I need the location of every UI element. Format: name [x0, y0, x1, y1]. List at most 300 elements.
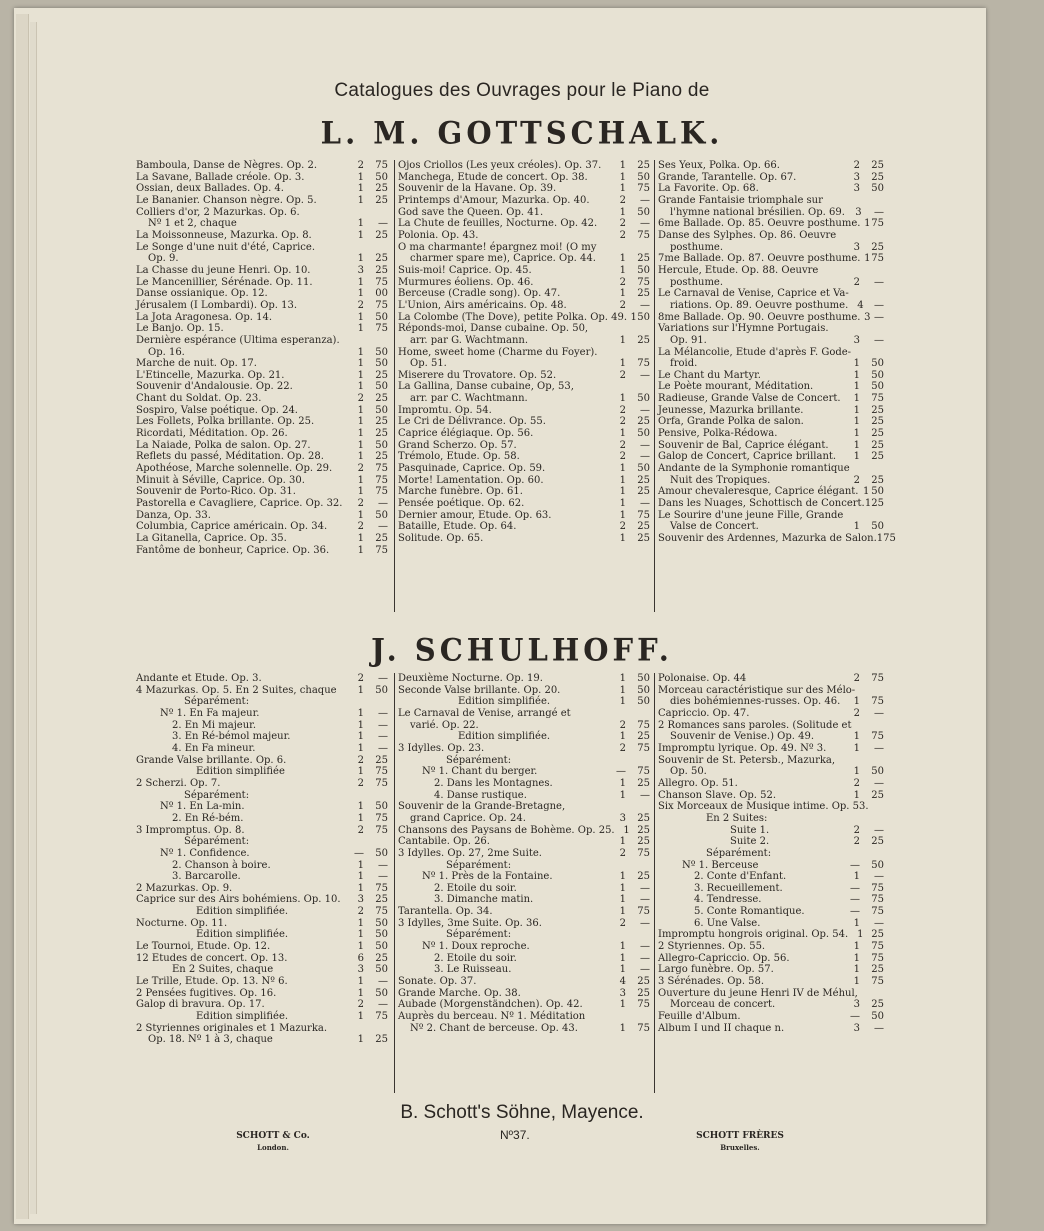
entry-price-francs [858, 988, 869, 1000]
entry-price-francs: 1 [864, 253, 871, 265]
catalogue-entry [658, 486, 884, 498]
entry-price-cents [626, 860, 650, 872]
entry-price-cents: 75 [637, 742, 650, 754]
entry-title: Andante et Etude. Op. 3. [136, 673, 262, 684]
schulhoff-column-1 [136, 673, 388, 1046]
entry-price-francs: 2 [619, 451, 626, 463]
entry-title: Réponds-moi, Danse cubaine. Op. 50, [398, 323, 589, 335]
entry-title: arr. par C. Wachtmann. [410, 393, 528, 405]
entry-title: Souvenir de Porto-Rico. Op. 31. [136, 486, 296, 498]
entry-price-cents: 50 [375, 171, 388, 183]
entry-title: Op. 91. [670, 334, 707, 346]
entry-price-cents: — [378, 498, 388, 510]
catalogue-entry [398, 801, 650, 813]
entry-title: Le Poète mourant, Méditation. [658, 381, 814, 393]
entry-title: Le Mancenillier, Sérénade. Op. 11. [136, 276, 313, 288]
catalogue-entry [136, 358, 388, 370]
catalogue-entry [398, 999, 650, 1011]
entry-price-cents [626, 347, 650, 359]
entry-price-francs: 1 [853, 976, 860, 988]
entry-price-cents: 50 [871, 381, 884, 393]
catalogue-entry [658, 766, 884, 778]
catalogue-entry [398, 755, 650, 767]
entry-price-francs: 1 [619, 334, 626, 346]
entry-title: La Gitanella, Caprice. Op. 35. [136, 533, 287, 544]
entry-price-cents: 25 [871, 836, 884, 848]
entry-title: Home, sweet home (Charme du Foyer). [398, 346, 598, 358]
publisher-name: B. Schott's Söhne, Mayence. [400, 1102, 644, 1123]
entry-price-francs: 2 [357, 299, 364, 311]
entry-price-cents [364, 790, 388, 802]
entry-price-cents: 50 [375, 358, 388, 370]
entry-price-francs: 3 [853, 1022, 860, 1034]
entry-price-francs: 1 [619, 789, 626, 801]
entry-price-francs [849, 288, 864, 300]
entry-price-cents [860, 323, 884, 335]
entry-price-francs: 2 [357, 498, 364, 510]
composer-name-gottschalk: L. M. GOTTSCHALK. [320, 115, 724, 151]
entry-price-cents: 75 [375, 474, 388, 486]
catalogue-entry [658, 929, 884, 941]
catalogue-entry [658, 510, 884, 522]
entry-price-francs: 1 [357, 684, 364, 696]
catalogue-entry [136, 941, 388, 953]
entry-title: 3 Idylles, 3me Suite. Op. 36. [398, 917, 542, 929]
entry-title: Impromtu. Op. 54. [398, 404, 492, 416]
catalogue-entry [398, 918, 650, 930]
catalogue-entry [398, 685, 650, 697]
entry-price-cents: 25 [637, 871, 650, 883]
entry-title: Souvenir de St. Petersb., Mazurka, [658, 754, 836, 766]
entry-price-francs: 2 [619, 742, 626, 754]
entry-price-cents: 50 [375, 941, 388, 953]
entry-title: Ses Yeux, Polka. Op. 66. [658, 160, 780, 171]
entry-price-cents: 25 [637, 824, 650, 836]
entry-price-cents: 50 [375, 917, 388, 929]
catalogue-entry [398, 825, 650, 837]
entry-price-cents: 25 [375, 952, 388, 964]
entry-price-cents: — [378, 521, 388, 533]
entry-price-francs [608, 1011, 626, 1023]
entry-price-francs: 1 [357, 183, 364, 195]
entry-price-cents: — [378, 999, 388, 1011]
catalogue-entry [136, 766, 388, 778]
entry-title: Le Carnaval de Venise, arrangé et [398, 707, 571, 719]
entry-price-cents: — [378, 707, 388, 719]
catalogue-entry [398, 731, 650, 743]
entry-title: Fantôme de bonheur, Caprice. Op. 36. [136, 544, 330, 556]
entry-price-cents: 75 [375, 777, 388, 789]
entry-title: Souvenir de Venise.) Op. 49. [670, 731, 815, 743]
entry-price-cents: 75 [637, 509, 650, 521]
catalogue-entry [658, 1011, 884, 1023]
catalogue-entry [658, 999, 884, 1011]
catalogue-entry [658, 906, 884, 918]
entry-title: 3 Idylles. Op. 27, 2me Suite. [398, 847, 542, 859]
entry-price-cents [860, 195, 884, 207]
entry-price-cents: 25 [375, 229, 388, 241]
entry-price-cents: 50 [871, 358, 884, 370]
entry-title: 6. Une Valse. [694, 917, 761, 929]
entry-title: varié. Op. 22. [410, 719, 479, 731]
catalogue-entry [658, 673, 884, 685]
entry-price-francs: 2 [853, 824, 860, 836]
entry-price-francs: 1 [619, 836, 626, 848]
entry-title: Nº 1. Près de la Fontaine. [422, 871, 553, 883]
entry-price-francs: 2 [357, 999, 364, 1011]
catalogue-entry [658, 825, 884, 837]
entry-title: L'Etincelle, Mazurka. Op. 21. [136, 369, 285, 381]
entry-price-cents: 25 [637, 160, 650, 171]
entry-title: Séparément: [446, 929, 512, 941]
entry-price-cents: — [640, 218, 650, 230]
entry-price-francs: 1 [357, 451, 364, 463]
entry-title: Galop de Concert, Caprice brillant. [658, 451, 837, 463]
entry-price-francs: 2 [619, 299, 626, 311]
catalogue-entry [398, 207, 650, 219]
catalogue-entry [658, 941, 884, 953]
catalogue-entry [398, 673, 650, 685]
entry-price-francs: 1 [357, 229, 364, 241]
entry-price-cents: 75 [637, 1022, 650, 1034]
catalogue-entry [658, 696, 884, 708]
catalogue-entry [136, 230, 388, 242]
entry-price-francs: 2 [357, 824, 364, 836]
entry-title: Souvenir des Ardennes, Mazurka de Salon. [658, 533, 877, 544]
column-divider [394, 673, 395, 1093]
entry-title: Grande Valse brillante. Op. 6. [136, 754, 287, 766]
entry-title: Capriccio. Op. 47. [658, 707, 750, 719]
catalogue-entry [658, 836, 884, 848]
entry-price-francs: 1 [357, 358, 364, 370]
entry-price-francs: 3 [619, 987, 626, 999]
entry-title: Op. 50. [670, 766, 707, 778]
entry-title: 2. Dans les Montagnes. [434, 777, 553, 789]
entry-price-cents: — [378, 871, 388, 883]
catalogue-entry [398, 265, 650, 277]
catalogue-entry [658, 475, 884, 487]
entry-price-francs: 1 [619, 871, 626, 883]
catalogue-entry [658, 207, 884, 219]
catalogue-entry [398, 1023, 650, 1035]
catalogue-entry [136, 521, 388, 533]
catalogue-entry [658, 894, 884, 906]
catalogue-entry [398, 358, 650, 370]
entry-price-francs: 1 [357, 987, 364, 999]
entry-price-cents: 25 [871, 999, 884, 1011]
catalogue-entry [398, 894, 650, 906]
catalogue-entry [398, 323, 650, 335]
entry-title: l'hymne national brésilien. Op. 69. [670, 206, 845, 218]
catalogue-entry [658, 463, 884, 475]
entry-price-cents: 25 [871, 428, 884, 440]
entry-price-francs: 1 [619, 393, 626, 405]
catalogue-entry [136, 428, 388, 440]
entry-title: 3. Le Ruisseau. [434, 964, 512, 976]
entry-price-francs [608, 929, 626, 941]
catalogue-entry [136, 894, 388, 906]
entry-price-cents: 50 [375, 404, 388, 416]
entry-title: Morte! Lamentation. Op. 60. [398, 474, 544, 486]
catalogue-entry [136, 696, 388, 708]
entry-title: Allegro-Capriccio. Op. 56. [658, 952, 790, 964]
entry-price-francs: 2 [619, 439, 626, 451]
entry-title: Manchega, Etude de concert. Op. 38. [398, 171, 588, 183]
entry-price-francs: 1 [357, 859, 364, 871]
entry-price-cents: 75 [871, 393, 884, 405]
entry-price-cents: 25 [637, 416, 650, 428]
entry-title: Nº 1. En Fa majeur. [160, 707, 260, 719]
entry-title: 2. Chanson à boire. [172, 859, 271, 871]
catalogue-entry [136, 486, 388, 498]
entry-price-cents: 25 [871, 171, 884, 183]
entry-price-cents: 25 [375, 369, 388, 381]
entry-price-francs: 1 [357, 801, 364, 813]
entry-price-cents [626, 1011, 650, 1023]
entry-title: Dernier amour, Etude. Op. 63. [398, 509, 552, 521]
entry-price-cents: 75 [375, 463, 388, 475]
entry-price-francs: 1 [853, 964, 860, 976]
catalogue-entry [136, 440, 388, 452]
catalogue-entry [658, 440, 884, 452]
entry-price-francs: 1 [619, 731, 626, 743]
entry-price-francs: 1 [853, 742, 860, 754]
entry-price-cents: — [874, 1022, 884, 1034]
catalogue-entry [136, 778, 388, 790]
entry-price-francs: 2 [357, 754, 364, 766]
catalogue-entry [398, 941, 650, 953]
entry-price-francs: 2 [357, 393, 364, 405]
catalogue-entry [658, 416, 884, 428]
entry-price-francs: 1 [357, 323, 364, 335]
entry-price-francs [346, 335, 364, 347]
entry-price-francs: 1 [619, 941, 626, 953]
catalogue-entry [398, 883, 650, 895]
entry-title: Danse des Sylphes. Op. 86. Oeuvre [658, 229, 837, 241]
entry-price-cents: 25 [871, 160, 884, 171]
entry-price-cents: 25 [375, 428, 388, 440]
catalogue-entry [658, 848, 884, 860]
catalogue-entry [658, 918, 884, 930]
catalogue-entry [658, 393, 884, 405]
entry-title: Album I und II chaque n. [658, 1022, 785, 1034]
entry-price-francs: 6 [357, 952, 364, 964]
entry-price-francs: 2 [853, 777, 860, 789]
entry-price-cents [626, 801, 650, 813]
entry-price-francs [608, 381, 626, 393]
entry-title: Nº 2. Chant de berceuse. Op. 43. [410, 1022, 578, 1034]
entry-title: Le Trille, Etude. Op. 13. Nº 6. [136, 976, 288, 988]
entry-title: Bataille, Etude. Op. 64. [398, 521, 517, 533]
catalogue-entry [658, 755, 884, 767]
entry-price-francs [842, 755, 860, 767]
entry-price-francs [346, 242, 364, 254]
entry-price-cents: 75 [637, 229, 650, 241]
entry-price-francs: 1 [853, 952, 860, 964]
entry-price-francs [346, 1023, 364, 1035]
entry-title: Morceau de concert. [670, 999, 776, 1011]
catalogue-entry [398, 405, 650, 417]
entry-price-francs: 2 [619, 404, 626, 416]
entry-title: La Moissonneuse, Mazurka. Op. 8. [136, 229, 312, 241]
catalogue-entry [658, 976, 884, 988]
catalogue-entry [136, 312, 388, 324]
entry-title: Auprès du berceau. Nº 1. Méditation [398, 1011, 586, 1023]
gottschalk-catalogue [136, 160, 896, 620]
catalogue-entry [658, 265, 884, 277]
entry-price-cents: 75 [871, 882, 884, 894]
entry-price-francs: 1 [357, 474, 364, 486]
entry-title: Grande Marche. Op. 38. [398, 987, 521, 999]
catalogue-entry [398, 743, 650, 755]
entry-price-cents: 25 [637, 777, 650, 789]
entry-price-cents: 75 [871, 673, 884, 684]
entry-title: Danse ossianique. Op. 12. [136, 288, 268, 300]
entry-price-cents [869, 988, 884, 1000]
entry-price-francs: 3 [855, 206, 862, 218]
entry-title: Le Songe d'une nuit d'été, Caprice. [136, 241, 316, 253]
entry-title: Variations sur l'Hymne Portugais. [658, 323, 829, 335]
catalogue-entry [658, 230, 884, 242]
entry-title: Op. 16. [148, 346, 185, 358]
entry-title: 3. Dimanche matin. [434, 894, 534, 906]
entry-title: Jérusalem (I Lombardi). Op. 13. [136, 299, 298, 311]
entry-title: Les Follets, Polka brillante. Op. 25. [136, 416, 315, 428]
entry-price-francs: 1 [619, 964, 626, 976]
entry-title: 3 Impromptus. Op. 8. [136, 824, 245, 836]
entry-title: Impromptu lyrique. Op. 49. Nº 3. [658, 742, 827, 754]
entry-title: Sospiro, Valse poétique. Op. 24. [136, 404, 298, 416]
catalogue-entry [398, 533, 650, 545]
entry-title: Nº 1. Confidence. [160, 847, 250, 859]
entry-title: 4. En Fa mineur. [172, 742, 256, 754]
entry-price-cents: 75 [375, 824, 388, 836]
entry-price-cents: 75 [375, 882, 388, 894]
catalogue-entry [658, 988, 884, 1000]
entry-title: Marche de nuit. Op. 17. [136, 358, 257, 370]
entry-title: Séparément: [184, 696, 250, 708]
entry-price-francs: 1 [853, 766, 860, 778]
entry-title: charmer spare me), Caprice. Op. 44. [410, 253, 596, 265]
entry-title: 2 Styriennes originales et 1 Mazurka. [136, 1022, 328, 1034]
catalogue-entry [658, 242, 884, 254]
catalogue-entry [136, 883, 388, 895]
entry-price-francs: 2 [357, 160, 364, 171]
entry-price-cents [626, 381, 650, 393]
entry-price-cents: 25 [375, 183, 388, 195]
catalogue-entry [136, 370, 388, 382]
entry-title: 2 Pensées fugitives. Op. 16. [136, 987, 277, 999]
entry-price-francs: 1 [853, 696, 860, 708]
entry-price-cents: 50 [375, 964, 388, 976]
entry-price-francs: 1 [357, 311, 364, 323]
entry-title: Ricordati, Méditation. Op. 26. [136, 428, 288, 440]
entry-title: Trémolo, Etude. Op. 58. [398, 451, 520, 463]
catalogue-entry [398, 195, 650, 207]
entry-price-cents: 25 [637, 976, 650, 988]
entry-price-cents: 50 [637, 696, 650, 708]
entry-price-cents: 25 [637, 836, 650, 848]
entry-price-cents [860, 230, 884, 242]
entry-title: 2. En Mi majeur. [172, 719, 257, 731]
entry-title: arr. par G. Wachtmann. [410, 334, 529, 346]
entry-price-cents: 25 [375, 253, 388, 265]
catalogue-entry [136, 381, 388, 393]
entry-title: Chant du Soldat. Op. 23. [136, 393, 262, 405]
catalogue-entry [658, 370, 884, 382]
entry-price-cents [364, 1023, 388, 1035]
entry-title: Tarantella. Op. 34. [398, 906, 493, 918]
entry-title: Feuille d'Album. [658, 1011, 741, 1023]
entry-price-cents: — [640, 451, 650, 463]
entry-price-francs: 2 [853, 673, 860, 684]
entry-price-cents: — [874, 276, 884, 288]
catalogue-entry [658, 405, 884, 417]
catalogue-entry [398, 836, 650, 848]
catalogue-entry [136, 160, 388, 172]
catalogue-entry [398, 871, 650, 883]
catalogue-entry [658, 964, 884, 976]
entry-title: Deuxième Nocturne. Op. 19. [398, 673, 543, 684]
entry-price-francs: 3 [864, 311, 871, 323]
entry-price-cents: 25 [375, 194, 388, 206]
column-divider [654, 160, 655, 612]
catalogue-entry [136, 906, 388, 918]
entry-price-francs: 1 [619, 1022, 626, 1034]
catalogue-entry [658, 300, 884, 312]
entry-price-francs: 3 [853, 171, 860, 183]
entry-price-francs: 1 [619, 999, 626, 1011]
entry-price-francs: 1 [357, 346, 364, 358]
entry-title: Columbia, Caprice américain. Op. 34. [136, 521, 328, 533]
entry-title: Reflets du passé, Méditation. Op. 28. [136, 451, 324, 463]
entry-price-cents: 25 [637, 533, 650, 544]
entry-title: Marche funèbre. Op. 61. [398, 486, 523, 498]
entry-price-francs: 1 [357, 381, 364, 393]
entry-title: Séparément: [446, 859, 512, 871]
entry-title: Polonia. Op. 43. [398, 229, 479, 241]
entry-price-francs: 1 [357, 218, 364, 230]
entry-price-cents: 50 [871, 486, 884, 498]
gottschalk-column-3 [658, 160, 896, 545]
entry-price-cents: — [874, 707, 884, 719]
entry-title: Galop di bravura. Op. 17. [136, 999, 265, 1011]
entry-price-cents: — [640, 952, 650, 964]
catalogue-entry [398, 1011, 650, 1023]
entry-price-francs: 2 [357, 521, 364, 533]
catalogue-entry [398, 463, 650, 475]
catalogue-entry [136, 475, 388, 487]
entry-title: Seconde Valse brillante. Op. 20. [398, 684, 561, 696]
entry-title: 12 Etudes de concert. Op. 13. [136, 952, 288, 964]
entry-price-francs: 1 [853, 369, 860, 381]
catalogue-entry [658, 381, 884, 393]
entry-price-cents: 00 [375, 288, 388, 300]
catalogue-entry [398, 312, 650, 324]
entry-price-cents: — [378, 742, 388, 754]
entry-price-francs: 1 [853, 404, 860, 416]
catalogue-entry [136, 801, 388, 813]
catalogue-entry [658, 195, 884, 207]
entry-title: La Jota Aragonesa. Op. 14. [136, 311, 273, 323]
entry-price-cents: 25 [375, 451, 388, 463]
entry-price-cents: 25 [871, 929, 884, 941]
entry-price-cents: — [640, 789, 650, 801]
entry-price-cents: — [874, 311, 884, 323]
entry-price-francs: 2 [357, 673, 364, 684]
entry-price-cents [860, 848, 884, 860]
catalogue-entry [658, 358, 884, 370]
